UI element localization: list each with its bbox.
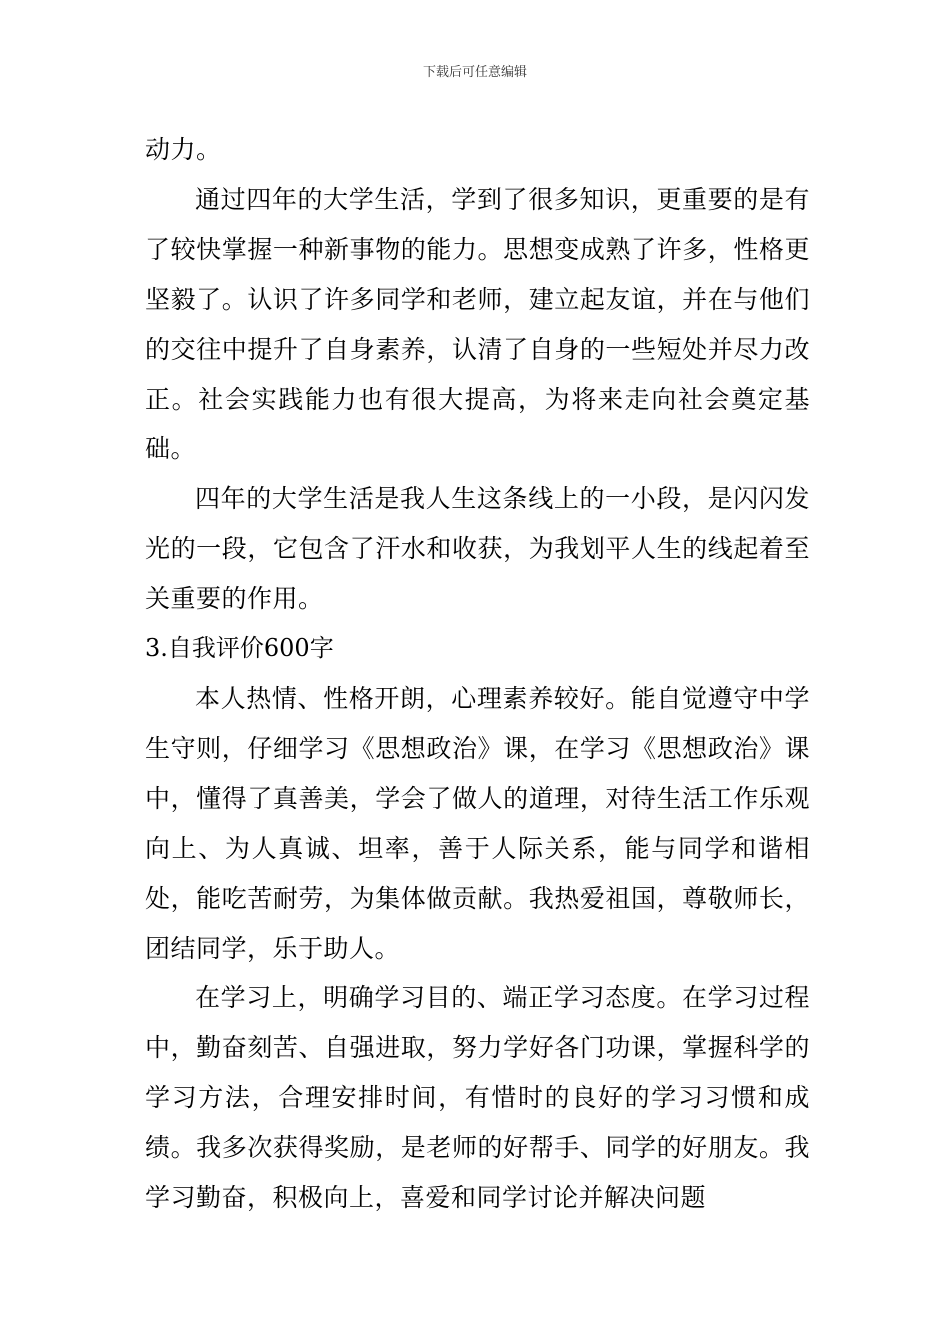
paragraph-study: 在学习上，明确学习目的、端正学习态度。在学习过程中，勤奋刻苦、自强进取，努力学好各门功课，掌握科学的学习方法，合理安排时间，有惜时的良好的学习习惯和成绩。我多次获得奖励，是老师的好帮手、同学的好朋友。我学习勤奋，积极向上，喜爱和同学讨论并解决问题 (145, 983, 810, 1213)
paragraph-self-evaluation: 本人热情、性格开朗，心理素养较好。能自觉遵守中学生守则，仔细学习《思想政治》课，在学习《思想政治》课中，懂得了真善美，学会了做人的道理，对待生活工作乐观向上、为人真诚、坦率，善于人际关系，能与同学和谐相处，能吃苦耐劳，为集体做贡献。我热爱祖国，尊敬师长，团结同学，乐于助人。 (145, 683, 810, 963)
section-heading: 3.自我评价600字 (145, 634, 334, 663)
paragraph-university-life: 通过四年的大学生活，学到了很多知识，更重要的是有了较快掌握一种新事物的能力。思想变成熟了许多，性格更坚毅了。认识了许多同学和老师，建立起友谊，并在与他们的交往中提升了自身素养，认清了自身的一些短处并尽力改正。社会实践能力也有很大提高，为将来走向社会奠定基础。 (145, 184, 810, 464)
page-header: 下载后可任意编辑 (422, 65, 527, 80)
continuation-paragraph: 动力。 (145, 135, 222, 164)
document-body (145, 125, 810, 1223)
paragraph-four-years: 四年的大学生活是我人生这条线上的一小段，是闪闪发光的一段，它包含了汗水和收获，为我划平人生的线起着至关重要的作用。 (145, 484, 810, 614)
